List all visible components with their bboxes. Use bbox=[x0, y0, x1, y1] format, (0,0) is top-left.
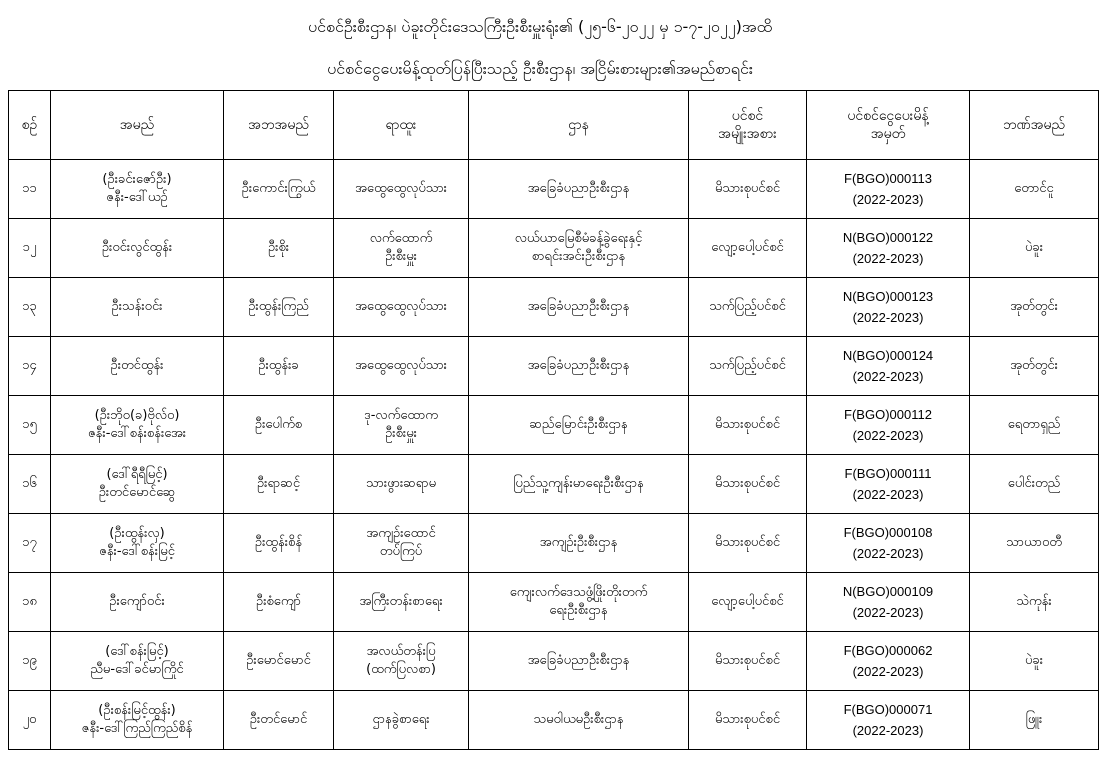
cell-order bbox=[807, 514, 970, 573]
cell-name bbox=[51, 573, 224, 632]
cell-name-line: (ဦးထွန်းလှ) bbox=[109, 526, 165, 541]
header-line: စဉ် bbox=[21, 117, 38, 133]
cell-dept-line: အခြေခံပညာဦးစီးဌာန bbox=[527, 653, 630, 668]
table-row bbox=[9, 160, 1099, 219]
cell-no bbox=[9, 278, 51, 337]
cell-rank bbox=[334, 160, 469, 219]
cell-father-line: ဦးတင်မောင် bbox=[249, 712, 308, 727]
header-line: ဌာန bbox=[568, 117, 589, 133]
cell-bank-line: သာယာဝတီ bbox=[1006, 535, 1062, 550]
cell-bank-line: ပဲခူး bbox=[1024, 240, 1044, 255]
cell-order-line: (2022-2023) bbox=[852, 310, 924, 325]
table-row bbox=[9, 337, 1099, 396]
cell-type bbox=[689, 691, 807, 750]
table-row bbox=[9, 396, 1099, 455]
cell-rank-line: လက်ထောက် bbox=[369, 231, 433, 246]
cell-rank-line: ဦးစီးမှူး bbox=[385, 426, 417, 441]
cell-father bbox=[224, 514, 334, 573]
cell-order-line: F(BGO)000108 bbox=[843, 525, 933, 540]
cell-dept bbox=[469, 160, 689, 219]
cell-dept-line: ကျေးလက်ဒေသဖွံ့ဖြိုးတိုးတက် bbox=[509, 585, 648, 600]
cell-rank-line: သားဖွားဆရာမ bbox=[365, 476, 437, 491]
cell-dept-line: စာရင်းအင်းဦးစီးဌာန bbox=[531, 249, 626, 264]
cell-name bbox=[51, 278, 224, 337]
cell-order bbox=[807, 691, 970, 750]
cell-type-line: မိသားစုပင်စင် bbox=[714, 535, 781, 550]
cell-father bbox=[224, 337, 334, 396]
cell-bank bbox=[970, 632, 1099, 691]
cell-type bbox=[689, 396, 807, 455]
header-type bbox=[689, 91, 807, 160]
cell-no-line: ၁၆ bbox=[22, 476, 37, 491]
cell-bank-line: အုတ်တွင်း bbox=[1010, 299, 1058, 314]
cell-bank-line: သဲကုန်း bbox=[1016, 594, 1052, 609]
cell-father-line: ဦးစံကျော် bbox=[255, 594, 301, 609]
cell-bank bbox=[970, 455, 1099, 514]
cell-dept bbox=[469, 514, 689, 573]
cell-no-line: ၁၈ bbox=[22, 594, 37, 609]
cell-father-line: ဦးမောင်မောင် bbox=[246, 653, 311, 668]
cell-rank-line: (ထက်ပြလစာ) bbox=[366, 662, 436, 677]
cell-no bbox=[9, 396, 51, 455]
cell-order-line: (2022-2023) bbox=[852, 664, 924, 679]
cell-name-line: ဇနီး-ဒေါ်စန်းမြင့် bbox=[99, 544, 175, 559]
cell-rank-line: အကျဉ်းထောင် bbox=[366, 526, 436, 541]
cell-order-line: N(BGO)000124 bbox=[842, 348, 934, 363]
cell-order-line: N(BGO)000122 bbox=[842, 230, 934, 245]
header-order bbox=[807, 91, 970, 160]
cell-no-line: ၁၅ bbox=[22, 417, 37, 432]
cell-name bbox=[51, 691, 224, 750]
cell-order bbox=[807, 219, 970, 278]
cell-bank bbox=[970, 691, 1099, 750]
cell-order-line: (2022-2023) bbox=[852, 723, 924, 738]
cell-rank-line: ဦးစီးမှူး bbox=[385, 249, 417, 264]
cell-order bbox=[807, 573, 970, 632]
cell-order-line: (2022-2023) bbox=[852, 428, 924, 443]
cell-type-line: မိသားစုပင်စင် bbox=[714, 476, 781, 491]
header-bank bbox=[970, 91, 1099, 160]
cell-type-line: သက်ပြည့်ပင်စင် bbox=[709, 299, 786, 314]
cell-no bbox=[9, 691, 51, 750]
cell-order-line: F(BGO)000111 bbox=[844, 466, 932, 481]
cell-father bbox=[224, 219, 334, 278]
cell-type-line: မိသားစုပင်စင် bbox=[714, 653, 781, 668]
cell-type bbox=[689, 455, 807, 514]
cell-bank bbox=[970, 219, 1099, 278]
cell-father-line: ဦးထွန်းစိန် bbox=[254, 535, 303, 550]
cell-father bbox=[224, 632, 334, 691]
cell-order-line: F(BGO)000113 bbox=[844, 171, 932, 186]
cell-dept bbox=[469, 219, 689, 278]
cell-name-line: (ဦးဘိုဝ(ခ)ဗိုလ်ဝ) bbox=[94, 408, 180, 423]
page-title: ပင်စင်ဦးစီးဌာန၊ ပဲခူးတိုင်းဒေသကြီးဦးစီးမှူးရုံး၏ (၂၅-၆-၂၀၂၂ မှ ၁-၇-၂၀၂၂)အထိ bbox=[307, 17, 773, 36]
page-subtitle: ပင်စင်ငွေပေးမိန့်ထုတ်ပြန်ပြီးသည့် ဦးစီးဌာန၊ အငြိမ်းစားများ၏အမည်စာရင်း bbox=[327, 59, 753, 78]
cell-order-line: (2022-2023) bbox=[852, 487, 924, 502]
cell-dept-line: ဆည်မြောင်းဦးစီးဌာန bbox=[529, 417, 628, 432]
cell-rank bbox=[334, 337, 469, 396]
cell-rank-line: တပ်ကြပ် bbox=[379, 544, 423, 559]
cell-rank-line: အထွေထွေလုပ်သား bbox=[354, 358, 447, 373]
table-row bbox=[9, 219, 1099, 278]
cell-type bbox=[689, 219, 807, 278]
cell-order-line: (2022-2023) bbox=[852, 369, 924, 384]
header-line: ပင်စင် bbox=[731, 108, 764, 124]
cell-dept-line: ရေးဦးစီးဌာန bbox=[549, 603, 608, 618]
cell-no bbox=[9, 219, 51, 278]
cell-father bbox=[224, 691, 334, 750]
header-father bbox=[224, 91, 334, 160]
cell-bank-line: ပဲခူး bbox=[1024, 653, 1044, 668]
cell-order-line: N(BGO)000109 bbox=[842, 584, 934, 599]
table-row bbox=[9, 691, 1099, 750]
cell-no-line: ၁၄ bbox=[22, 358, 37, 373]
cell-rank-line: အကြီးတန်းစာရေး bbox=[359, 594, 443, 609]
cell-name-line: ဇနီး-ဒေါ်ယဉ် bbox=[106, 190, 168, 205]
cell-dept-line: အခြေခံပညာဦးစီးဌာန bbox=[527, 299, 630, 314]
cell-name-line: (ဦးခင်းဇော်ဦး) bbox=[102, 172, 172, 187]
cell-order bbox=[807, 396, 970, 455]
cell-rank-line: အလယ်တန်းပြ bbox=[366, 644, 436, 659]
cell-type bbox=[689, 160, 807, 219]
cell-rank bbox=[334, 278, 469, 337]
cell-bank-line: တောင်ငူ bbox=[1014, 181, 1054, 196]
cell-dept bbox=[469, 337, 689, 396]
cell-bank bbox=[970, 396, 1099, 455]
cell-dept bbox=[469, 396, 689, 455]
cell-no bbox=[9, 160, 51, 219]
header-dept bbox=[469, 91, 689, 160]
cell-name bbox=[51, 455, 224, 514]
cell-name bbox=[51, 219, 224, 278]
cell-name bbox=[51, 160, 224, 219]
cell-no-line: ၁၇ bbox=[22, 535, 37, 550]
cell-type-line: မိသားစုပင်စင် bbox=[714, 417, 781, 432]
cell-no bbox=[9, 573, 51, 632]
cell-no-line: ၁၃ bbox=[22, 299, 37, 314]
pensioner-table bbox=[8, 90, 1099, 750]
cell-bank bbox=[970, 160, 1099, 219]
cell-bank bbox=[970, 278, 1099, 337]
cell-type bbox=[689, 632, 807, 691]
table-row bbox=[9, 455, 1099, 514]
cell-order-line: (2022-2023) bbox=[852, 605, 924, 620]
cell-father bbox=[224, 396, 334, 455]
cell-type-line: မိသားစုပင်စင် bbox=[714, 712, 781, 727]
cell-rank-line: ဌာနခွဲစာရေး bbox=[372, 712, 430, 727]
cell-type bbox=[689, 337, 807, 396]
cell-father bbox=[224, 573, 334, 632]
cell-order-line: N(BGO)000123 bbox=[842, 289, 934, 304]
cell-type-line: လျော့ပေါ့ပင်စင် bbox=[711, 240, 784, 255]
cell-no-line: ၁၁ bbox=[22, 181, 37, 196]
cell-name-line: ဦးတင်ထွန်း bbox=[110, 358, 164, 373]
cell-order bbox=[807, 632, 970, 691]
cell-order-line: (2022-2023) bbox=[852, 251, 924, 266]
cell-bank-line: ဖြူး bbox=[1025, 712, 1043, 727]
cell-name bbox=[51, 514, 224, 573]
cell-no-line: ၁၂ bbox=[22, 240, 37, 255]
cell-order bbox=[807, 337, 970, 396]
header-line: အမည် bbox=[119, 117, 155, 133]
table-header-row bbox=[9, 91, 1099, 160]
header-line: ပင်စင်ငွေပေးမိန့် bbox=[847, 108, 929, 124]
cell-name-line: (ဒေါ်စန်းမြင့်) bbox=[105, 644, 169, 659]
cell-dept-line: ပြည်သူ့ကျန်းမာရေးဦးစီးဌာန bbox=[513, 476, 644, 491]
cell-no bbox=[9, 455, 51, 514]
header-name bbox=[51, 91, 224, 160]
cell-rank-line: အထွေထွေလုပ်သား bbox=[354, 299, 447, 314]
cell-name-line: ဦးကျော်ဝင်း bbox=[109, 594, 165, 609]
cell-name bbox=[51, 337, 224, 396]
cell-rank bbox=[334, 691, 469, 750]
cell-order-line: (2022-2023) bbox=[852, 546, 924, 561]
cell-bank-line: အုတ်တွင်း bbox=[1010, 358, 1058, 373]
cell-type bbox=[689, 514, 807, 573]
cell-rank bbox=[334, 573, 469, 632]
header-line: ရာထူး bbox=[385, 117, 417, 133]
cell-rank-line: အထွေထွေလုပ်သား bbox=[354, 181, 447, 196]
cell-rank-line: ဒု-လက်ထောက bbox=[363, 408, 439, 423]
cell-bank-line: ရေတာရှည် bbox=[1007, 417, 1061, 432]
cell-father-line: ဦးကောင်းကြွယ် bbox=[241, 181, 316, 196]
table-row bbox=[9, 514, 1099, 573]
cell-name-line: ဇနီး-ဒေါ်ကြည်ကြည်စိန် bbox=[81, 721, 193, 736]
cell-dept-line: အခြေခံပညာဦးစီးဌာန bbox=[527, 358, 630, 373]
header-no bbox=[9, 91, 51, 160]
cell-name-line: ဦးတင်မောင်ဆွေ bbox=[98, 485, 176, 500]
header-line: ဘဏ်အမည် bbox=[1003, 117, 1065, 133]
cell-father-line: ဦးစိုး bbox=[267, 240, 290, 255]
header-line: အဘအမည် bbox=[248, 117, 309, 133]
cell-rank bbox=[334, 396, 469, 455]
cell-type-line: မိသားစုပင်စင် bbox=[714, 181, 781, 196]
cell-dept-line: အခြေခံပညာဦးစီးဌာန bbox=[527, 181, 630, 196]
cell-name-line: ဦးဝင်းလွင်ထွန်း bbox=[101, 240, 173, 255]
table-row bbox=[9, 278, 1099, 337]
cell-father-line: ဦးပေါက်စ bbox=[254, 417, 303, 432]
cell-father-line: ဦးထွန်းခ bbox=[258, 358, 299, 373]
cell-father-line: ဦးထွန်းကြည် bbox=[248, 299, 309, 314]
cell-order bbox=[807, 455, 970, 514]
cell-order bbox=[807, 278, 970, 337]
cell-type bbox=[689, 573, 807, 632]
cell-no bbox=[9, 632, 51, 691]
cell-dept bbox=[469, 691, 689, 750]
cell-order-line: F(BGO)000062 bbox=[843, 643, 933, 658]
cell-dept-line: အကျဉ်းဦးစီးဌာန bbox=[539, 535, 618, 550]
cell-no bbox=[9, 337, 51, 396]
cell-order-line: (2022-2023) bbox=[852, 192, 924, 207]
cell-name-line: ဇနီး-ဒေါ်စန်းစန်းအေး bbox=[87, 426, 187, 441]
cell-type-line: သက်ပြည့်ပင်စင် bbox=[709, 358, 786, 373]
table-row bbox=[9, 573, 1099, 632]
table-row bbox=[9, 632, 1099, 691]
cell-type-line: လျော့ပေါ့ပင်စင် bbox=[711, 594, 784, 609]
cell-dept bbox=[469, 632, 689, 691]
cell-rank bbox=[334, 455, 469, 514]
cell-no-line: ၂၀ bbox=[22, 712, 37, 727]
cell-name bbox=[51, 632, 224, 691]
cell-type bbox=[689, 278, 807, 337]
cell-dept bbox=[469, 278, 689, 337]
cell-father bbox=[224, 278, 334, 337]
cell-name-line: ဦးသန်းဝင်း bbox=[111, 299, 163, 314]
cell-dept bbox=[469, 455, 689, 514]
cell-bank bbox=[970, 337, 1099, 396]
cell-name bbox=[51, 396, 224, 455]
header-rank bbox=[334, 91, 469, 160]
cell-order-line: F(BGO)000071 bbox=[843, 702, 933, 717]
cell-order-line: F(BGO)000112 bbox=[844, 407, 932, 422]
cell-no-line: ၁၉ bbox=[22, 653, 37, 668]
cell-father bbox=[224, 455, 334, 514]
cell-name-line: ညီမ-ဒေါ်ခင်မာကြိုင် bbox=[90, 662, 184, 677]
cell-bank bbox=[970, 573, 1099, 632]
cell-name-line: (ဦးစန်းမြင့်ထွန်း) bbox=[98, 703, 176, 718]
cell-father-line: ဦးရာဆင့် bbox=[256, 476, 301, 491]
cell-name-line: (ဒေါ်ရီရီမြင့်) bbox=[106, 467, 168, 482]
cell-dept bbox=[469, 573, 689, 632]
cell-rank bbox=[334, 514, 469, 573]
cell-bank-line: ပေါင်းတည် bbox=[1007, 476, 1061, 491]
cell-rank bbox=[334, 219, 469, 278]
cell-dept-line: လယ်ယာမြေစီမံခန့်ခွဲရေးနှင့် bbox=[514, 231, 643, 246]
cell-rank bbox=[334, 632, 469, 691]
cell-no bbox=[9, 514, 51, 573]
header-line: အမှတ် bbox=[870, 126, 906, 142]
cell-father bbox=[224, 160, 334, 219]
cell-order bbox=[807, 160, 970, 219]
cell-dept-line: သမဝါယမဦးစီးဌာန bbox=[533, 712, 624, 727]
cell-bank bbox=[970, 514, 1099, 573]
header-line: အမျိုးအစား bbox=[718, 126, 777, 142]
